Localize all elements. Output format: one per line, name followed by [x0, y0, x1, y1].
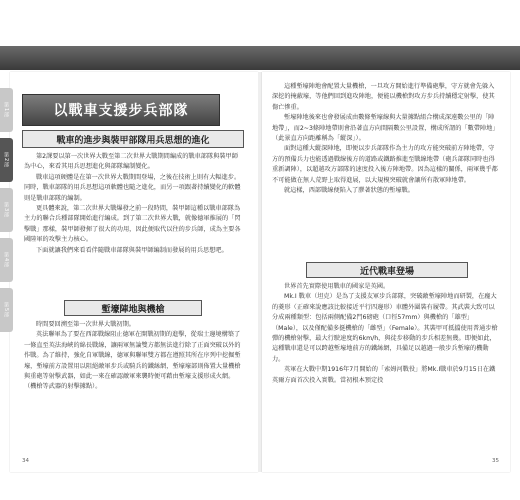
- paragraph: 時間要回溯至第一次世界大戰初期。: [36, 321, 135, 328]
- right-body-bottom: [272, 282, 498, 386]
- paragraph: 這種塹壕陣地會配置大量機槍，一旦攻方開始進行準備砲擊，守方就會先躲入深挖的掩蔽壕，等他們回到進攻陣地，便能以機槍對攻方步兵持續穩定射擊，使其傷亡慘重。: [272, 83, 495, 111]
- header-band: [0, 46, 520, 70]
- side-tab-3: 第3部: [0, 188, 13, 232]
- paragraph: 英軍在大戰中期1916年7月開始的「索姆河戰役」將Mk.I戰車於9月15日在鐵英爾方面首次投入實戰。當初根本預定投: [272, 366, 496, 384]
- paragraph: 世界首先實際使用戰車的國家是英國。: [284, 283, 390, 290]
- page-number-right: 35: [492, 458, 499, 464]
- paragraph: 第2課要以第一次世界大戰至第二次世界大戰期間編成的戰車部隊與裝甲師為中心，來看其用兵思想進化與部隊編制變化。: [24, 153, 238, 171]
- chapter-title: 以戰車支援步兵部隊: [22, 94, 220, 126]
- section1-body: [24, 152, 242, 256]
- paragraph: 英法聯軍為了要在西部戰線阻止德軍在開戰初期的進擊，從瑞士邊境構築了一條直至英法海峽的綿長戰線，讓兩軍無論雙方都無法進行除了正面突破以外的作戰。為了維持，強化自軍戰線，德軍與聯軍雙方都在遵照其所在序列中挖掘塹壕，塹壕前方設置用以阻絕敵軍步兵或騎兵的鐵絲網，塹壕壕部則佈置大量機槍與重砲等射擊武器，如此一來在確認敵軍來襲時便可藉由塹壕支援形成火網。（機槍等武器的射擊據點）。: [24, 331, 241, 391]
- section2-body: [24, 320, 242, 393]
- paragraph: 下面就讓我們來看看伴隨戰車部隊與裝甲師編制而發展的用兵思想吧。: [36, 246, 228, 254]
- paragraph: Mk.I 戰車（坦克）是為了支援友軍步兵部隊，突破敵塹壕陣地而研製，在龐大的菱形（正確來說應該比較接近平行四邊形）車體外圍裝有履帶。其武裝大致可以分成兩種類型：包括兩側配備2門6磅砲（口徑57mm）與機槍的「雄型」（Male），以及僅配備多挺機槍的「雌型」（Female）。其裝甲可抵擋使用普通步槍彈的機槍射擊，最大行駛速度約6km/h，與徒步移動的步兵相差無幾。即便如此，這種戰車還是可以跨越塹壕地前方的鐵絲網，具備足以越過一般步兵塹壕的機動力。: [272, 293, 498, 363]
- paragraph: 戰車這項硬體是在第一次世界大戰期間登場，之後在技術上則有大幅進步。同時，戰車部隊的用兵思想這項軟體也隨之進化，而另一項跟著持續變化的軟體則是戰車部隊的編制。: [24, 173, 241, 202]
- side-tab-5: 第5部: [0, 288, 13, 332]
- section-heading-evolution: 戰車的進步與裝甲部隊用兵思想的進化: [22, 130, 244, 148]
- paragraph: 更具體來說，第二次世界大戰爆發之前一段時間，裝甲師這種以戰車部隊為主力的聯合兵種部隊開始進行編成。到了第二次世界大戰，就像德軍推展的「閃擊戰」那樣，裝甲師發揮了很大的功用，因此便取代以往的步兵師，成為主要各國陸軍的攻擊主力核心。: [24, 205, 241, 244]
- side-tab-2: 第2部: [0, 138, 13, 182]
- side-tab-4: 第4部: [0, 238, 13, 282]
- paragraph: 就這樣，西部戰線便陷入了膠著狀態的塹壕戰。: [284, 187, 414, 195]
- side-tab-1: 第1部: [0, 88, 13, 132]
- section-heading-tank-debut: 近代戰車登場: [306, 262, 468, 278]
- chapter-side-tabs: [0, 88, 13, 338]
- right-body-top: [272, 82, 498, 196]
- page-number-left: 34: [22, 458, 29, 464]
- section-heading-trench: 塹壕陣地與機槍: [64, 300, 202, 316]
- paragraph: 面對這種大縱深陣地，即便以步兵部隊作為主力的攻方能突破前方陣地帶，守方的預備兵力也能透過戰線後方的道路或鐵路推進至戰線地帶（砲兵部隊同時也得重新調陣），以超越攻方部隊的速度投入後方陣地帶。因為這樣的關係，兩軍幾乎都不可能做在無人荒野上取得進展，以大規模突破就會讓所有散軍陣地帶。: [272, 145, 498, 184]
- paragraph: 塹壕陣地後來也會發展成由數條塹壕線與大量據點組合構成深遠數公里的「陣地帶」，而2~3條陣地帶則會沿著直方向間隔數公里設置，構成所謂的「數帶陣地」（此景直方向距離稱為「縱深」）。: [272, 114, 496, 143]
